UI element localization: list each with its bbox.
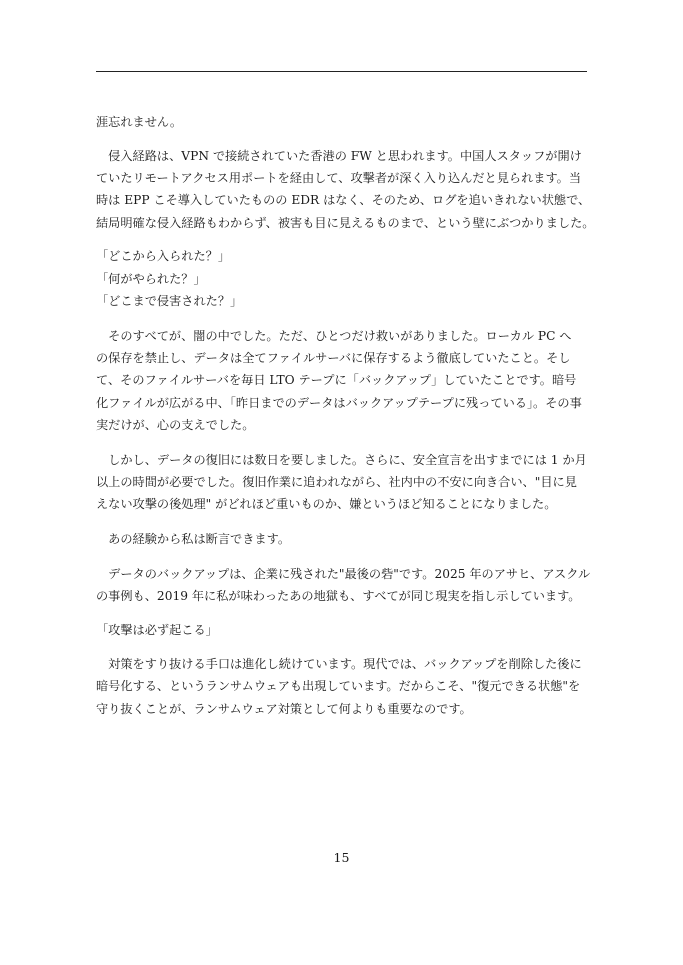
paragraph-3 <box>96 325 588 436</box>
text-line: て、そのファイルサーバを毎日 LTO テープに「バックアップ」していたことです。暗号 <box>96 373 577 388</box>
quote-line: 「どこから入られた？」 <box>96 249 231 264</box>
text-line: 結局明確な侵入経路もわからず、被害も目に見えるものまで、という壁にぶつかりました。 <box>96 215 595 230</box>
paragraph-2 <box>96 145 595 234</box>
paragraph-4 <box>96 449 588 516</box>
text-line: そのすべてが、闇の中でした。ただ、ひとつだけ救いがありました。ローカル PC へ <box>96 328 572 343</box>
text-line: 「攻撃は必ず起こる」 <box>96 623 218 638</box>
header-rule <box>96 71 587 72</box>
body-text <box>96 111 595 720</box>
text-line: の保存を禁止し、データは全てファイルサーバに保存するよう徹底していたこと。そし <box>96 351 571 366</box>
text-line: 以上の時間が必要でした。復旧作業に追われながら、社内中の不安に向き合い、"目に見 <box>96 475 577 490</box>
paragraph-7 <box>96 619 588 641</box>
quote-list <box>96 245 588 312</box>
text-line: 涯忘れません。 <box>96 115 183 129</box>
text-line: あの経験から私は断言できます。 <box>96 532 291 547</box>
text-line: 化ファイルが広がる中、「昨日までのデータはバックアップテープに残っている」。その事 <box>96 395 582 410</box>
paragraph-8 <box>96 653 588 720</box>
text-line: 対策をすり抜ける手口は進化し続けています。現代では、バックアップを削除した後に <box>96 656 582 671</box>
text-line: ていたリモートアクセス用ポートを経由して、攻撃者が深く入り込んだと見られます。当 <box>96 171 582 186</box>
text-line: の事例も、2019 年に私が味わったあの地獄も、すべてが同じ現実を指し示しています。 <box>96 589 581 604</box>
paragraph-5 <box>96 528 588 550</box>
text-line: 実だけが、心の支えでした。 <box>96 418 255 433</box>
quote-line: 「何がやられた？」 <box>96 271 206 286</box>
quote-line: 「どこまで侵害された？」 <box>96 294 243 309</box>
text-line: 時は EPP こそ導入していたものの EDR はなく、そのため、ログを追いきれない状態で、 <box>96 193 591 208</box>
text-line: 暗号化する、というランサムウェアも出現しています。だからこそ、"復元できる状態"を <box>96 679 581 694</box>
text-line: 侵入経路は、VPN で接続されていた香港の FW と思われます。中国人スタッフが開け <box>96 148 582 163</box>
text-line: えない攻撃の後処理" がどれほど重いものか、嫌というほど知ることになりました。 <box>96 497 557 512</box>
text-line: 守り抜くことが、ランサムウェア対策として何よりも重要なのです。 <box>96 701 472 716</box>
paragraph-6 <box>96 563 591 608</box>
text-line: データのバックアップは、企業に残された"最後の砦"です。2025 年のアサヒ、アスクル <box>96 567 591 582</box>
paragraph-1 <box>96 111 588 133</box>
page-number: 15 <box>333 850 350 865</box>
text-line: しかし、データの復旧には数日を要しました。さらに、安全宣言を出すまでには 1 か月 <box>96 452 587 467</box>
